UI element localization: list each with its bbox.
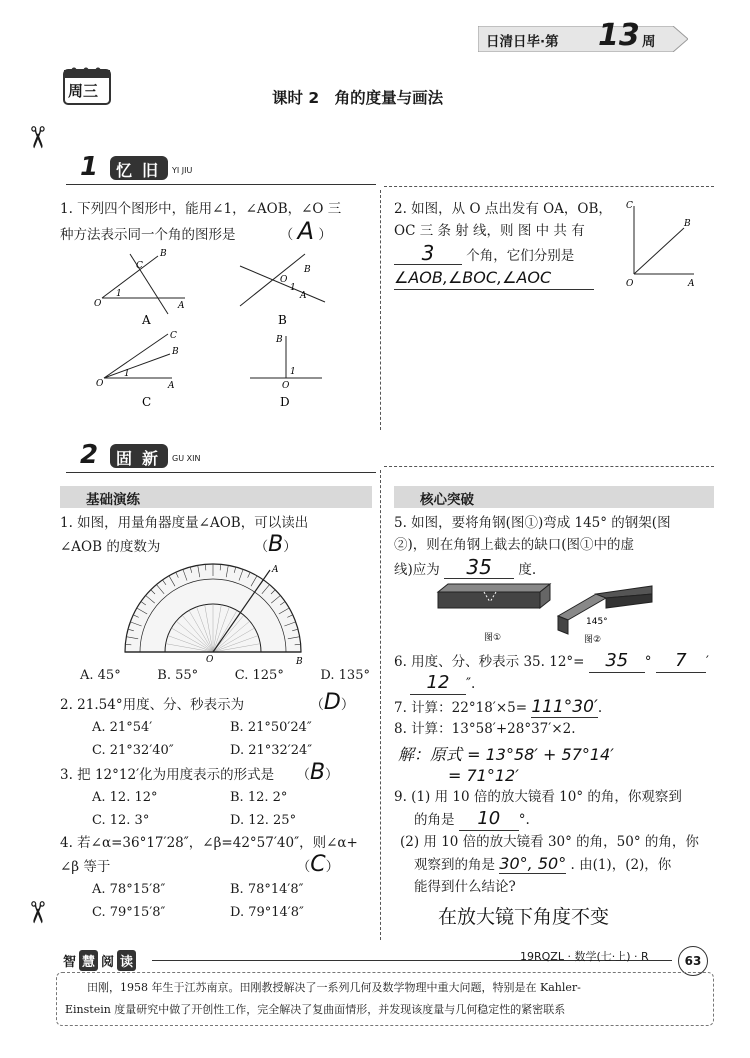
footer-tag-b: 慧: [79, 950, 98, 971]
l-q1: [60, 512, 375, 558]
svg-text:B: B: [684, 219, 691, 229]
s1-q2-line3: [394, 242, 624, 267]
figure-c: [96, 331, 179, 391]
footer-book-code: 19RQZL · 数学(七·上) · R: [520, 950, 649, 963]
s1-q2-figure: [622, 196, 702, 292]
l-q4-line1: 4. 若∠α=36°17′28″，∠β=42°57′40″，则∠α+: [60, 835, 358, 851]
r-q7-end: .: [597, 700, 603, 716]
r-q9-p1-answer: 10: [459, 808, 519, 831]
footer-reading-line2: Einstein 度量研究中做了开创性工作，完全解决了复曲面情形，并发现该度量与几何稳定性的紧密联系: [65, 1003, 566, 1016]
r-q6: [394, 650, 714, 673]
svg-text:O: O: [206, 655, 214, 664]
r-q9-p1-line2-prefix: 的角是: [414, 812, 455, 828]
svg-text:O: O: [96, 379, 104, 389]
svg-text:C: C: [170, 331, 177, 341]
r-q6-sec-answer: 12: [410, 672, 466, 695]
l-q1-option-d: D. 135°: [320, 668, 370, 683]
l-q2-option-c: C. 21°32′40″: [92, 743, 174, 758]
r-q9: [394, 786, 714, 898]
r-q5-line3-prefix: 线)应为: [394, 562, 440, 578]
section1-badge: [110, 156, 168, 180]
svg-text:1: 1: [124, 369, 130, 379]
l-q3-options: [92, 786, 322, 832]
l-q2-paren-open: （: [310, 697, 324, 713]
l-q1-option-b: B. 55°: [157, 668, 199, 683]
r-q8-work-line1: 解：原式 = 13°58′ + 57°14′: [398, 745, 614, 764]
l-q4-option-d: D. 79°14′8″: [230, 905, 304, 920]
section2-badge: [110, 444, 168, 468]
footer-tag: [60, 950, 136, 971]
section1-heading: [66, 150, 386, 186]
l-q3-paren-open: （: [296, 767, 310, 783]
section2-heading: [66, 438, 386, 474]
svg-text:1: 1: [116, 289, 122, 299]
l-q1-option-a: A. 45°: [80, 668, 121, 683]
figure-label-b: B: [278, 313, 287, 327]
header-week-banner: [478, 18, 688, 53]
section1-underline: [66, 184, 376, 185]
l-q2-option-d: D. 21°32′24″: [230, 743, 313, 758]
week-number: 13: [598, 18, 640, 53]
column-divider: [380, 470, 381, 940]
s1-q1-paren-open: （: [279, 227, 294, 243]
brand-text: 日清日毕·第: [486, 34, 559, 50]
lesson-title: 课时 2 角的度量与画法: [272, 89, 444, 107]
footer-reading-line1: 田刚，1958 年生于江苏南京。田刚教授解决了一系列几何及数学物理中重大问题，特别是在 Kahler-: [65, 981, 581, 994]
r-q5-fig2-label: 图②: [584, 635, 602, 644]
l-q4-option-a: A. 78°15′8″: [92, 882, 166, 897]
l-q2-options: [92, 716, 322, 762]
l-q4-options: [92, 878, 322, 924]
l-q4-answer: C: [310, 852, 326, 877]
r-q6-line2: [410, 672, 475, 695]
svg-text:A: A: [272, 565, 279, 575]
section1-title-a: 忆: [116, 161, 133, 180]
r-q9-p2-line3: 能得到什么结论?: [414, 879, 516, 895]
l-q3-answer: B: [309, 760, 326, 785]
s1-q1-line2: [60, 217, 375, 246]
r-q9-p2-line2-prefix: 观察到的角是: [414, 857, 495, 873]
day-tag: [62, 66, 112, 112]
r-q7: [394, 696, 714, 719]
l-q1-answer: B: [268, 532, 284, 557]
r-q5-angle-label: 145°: [586, 617, 608, 627]
angle-steel-figure-1: [438, 584, 550, 608]
l-q2: [60, 692, 375, 716]
footer-page-number: 63: [684, 954, 702, 968]
r-q7-text: 7. 计算：22°18′×5=: [394, 700, 528, 716]
figure-label-a: A: [142, 313, 151, 327]
r-q8-text: 8. 计算：13°58′+28°37′×2.: [394, 721, 576, 737]
figure-a: [94, 249, 185, 314]
r-q8: [394, 718, 714, 740]
svg-text:A: A: [688, 279, 695, 289]
s1-q2-angles-answer: ∠AOB,∠BOC,∠AOC: [394, 267, 594, 290]
s1-q2-line3-suffix: 个角，它们分别是: [466, 248, 575, 264]
l-q4-option-b: B. 78°14′8″: [230, 882, 304, 897]
r-q7-answer: 111°30′: [531, 697, 598, 717]
r-q5: [394, 512, 714, 581]
l-q3-text: 3. 把 12°12′化为用度表示的形式是: [60, 767, 275, 783]
svg-text:A: A: [178, 301, 185, 311]
s1-q1-figures: [90, 246, 340, 416]
r-q6-deg-answer: 35: [589, 650, 645, 673]
s1-q1-paren-close: ）: [318, 227, 332, 243]
r-q6-min-sym: ′: [705, 654, 709, 670]
footer-tag-d: 读: [117, 950, 136, 971]
section2-pinyin: GU XIN: [172, 454, 201, 463]
figure-label-c: C: [142, 395, 152, 409]
section1-pinyin: YI JIU: [172, 166, 193, 175]
right-heading: 核心突破: [420, 492, 474, 508]
section2-number: 2: [80, 440, 99, 470]
l-q1-line1: 1. 如图，用量角器度量∠AOB，可以读出: [60, 515, 309, 531]
r-q9-p2-line2: [394, 853, 714, 876]
section2-underline: [66, 472, 376, 473]
r-q5-line1: 5. 如图，要将角钢(图①)弯成 145° 的钢架(图: [394, 515, 671, 531]
l-q2-answer: D: [323, 690, 341, 715]
r-q9-p1-line1: 9. (1) 用 10 倍的放大镜看 10° 的角，你观察到: [394, 789, 682, 805]
s1-q2: [394, 198, 624, 290]
r-q6-deg-sym: °: [644, 654, 652, 670]
scissors-icon: ✂: [19, 124, 55, 151]
right-heading-bar: [394, 486, 714, 508]
left-heading-bar: [60, 486, 372, 508]
r-q5-line3: [394, 556, 714, 581]
l-q4-line2-text: ∠β 等于: [60, 859, 111, 875]
r-q5-line2: ②)，则在角钢上截去的缺口(图①中的虚: [394, 537, 635, 553]
section1-number: 1: [80, 152, 99, 182]
section-divider: [384, 186, 714, 187]
svg-text:B: B: [172, 347, 179, 357]
l-q2-text: 2. 21.54°用度、分、秒表示为: [60, 697, 245, 713]
l-q2-option-a: A. 21°54′: [92, 720, 153, 735]
week-suffix: 周: [642, 34, 656, 50]
l-q3: [60, 762, 375, 786]
l-q4-paren-open: （: [296, 859, 311, 875]
footer-reading-frame: [56, 972, 714, 1026]
svg-text:O: O: [94, 299, 102, 309]
r-q9-p2-line1: (2) 用 10 倍的放大镜看 30° 的角，50° 的角，你: [400, 834, 699, 850]
svg-text:1: 1: [290, 283, 296, 293]
footer-tag-c: 阅: [101, 955, 115, 970]
figure-d: [250, 335, 322, 391]
r-q6-text: 6. 用度、分、秒表示 35. 12°=: [394, 654, 585, 670]
footer-tag-a: 智: [63, 955, 77, 970]
scissors-icon: ✂: [19, 899, 55, 926]
svg-text:B: B: [276, 335, 283, 345]
column-divider: [380, 190, 381, 430]
l-q3-option-b: B. 12. 2°: [230, 790, 288, 805]
r-q6-min-answer: 7: [656, 650, 706, 673]
l-q1-paren-open: （: [254, 539, 269, 555]
footer-reading-box: [56, 946, 716, 1026]
r-q9-p1-line2: [394, 808, 714, 831]
l-q1-line2: [60, 534, 375, 558]
svg-text:A: A: [168, 381, 175, 391]
r-q6-sec-sym: ″.: [466, 676, 476, 692]
l-q4-option-c: C. 79°15′8″: [92, 905, 166, 920]
l-q1-line2-text: ∠AOB 的度数为: [60, 539, 161, 555]
svg-text:C: C: [136, 261, 143, 271]
l-q2-paren-close: ）: [340, 697, 355, 713]
left-heading: 基础演练: [86, 492, 140, 508]
s1-q1-line2-text: 种方法表示同一个角的图形是: [60, 227, 236, 243]
figure-b: [240, 254, 325, 306]
svg-text:A: A: [300, 291, 307, 301]
s1-q1-answer: A: [297, 217, 315, 245]
protractor-figure: [120, 560, 310, 664]
r-q8-work-line2: = 71°12′: [448, 766, 519, 785]
svg-text:1: 1: [290, 367, 296, 377]
r-q9-p2-answer: 30°, 50°: [499, 854, 567, 873]
s1-q2-line2: OC 三 条 射 线，则 图 中 共 有: [394, 223, 585, 239]
l-q1-options: [80, 668, 370, 683]
s1-q2-line1: 2. 如图，从 O 点出发有 OA，OB，: [394, 201, 612, 217]
l-q3-paren-close: ）: [325, 767, 339, 783]
s1-q1: [60, 198, 375, 246]
l-q1-option-c: C. 125°: [234, 668, 284, 683]
l-q1-paren-close: ）: [283, 539, 297, 555]
l-q3-option-a: A. 12. 12°: [92, 790, 158, 805]
svg-text:B: B: [304, 265, 311, 275]
l-q3-option-c: C. 12. 3°: [92, 813, 150, 828]
svg-text:O: O: [280, 275, 288, 285]
l-q4-line2: [60, 854, 375, 878]
r-q5-figures: [434, 580, 664, 644]
r-q9-p2-line2-suffix: . 由(1)，(2)，你: [570, 857, 672, 873]
svg-text:C: C: [626, 201, 633, 211]
svg-text:B: B: [160, 249, 167, 259]
s1-q2-count-answer: 3: [394, 242, 462, 265]
r-q9-p1-suffix: °.: [518, 812, 530, 828]
r-q9-conclusion: 在放大镜下角度不变: [438, 906, 610, 928]
section2-title-b: 新: [142, 449, 159, 468]
l-q4-paren-close: ）: [325, 859, 340, 875]
figure-label-d: D: [280, 395, 290, 409]
svg-text:B: B: [296, 657, 303, 664]
l-q2-option-b: B. 21°50′24″: [230, 720, 312, 735]
l-q4: [60, 832, 375, 878]
section1-title-b: 旧: [142, 161, 159, 180]
svg-text:O: O: [282, 381, 290, 391]
s1-q1-line1: 1. 下列四个图形中，能用∠1，∠AOB，∠O 三: [60, 201, 342, 217]
section2-title-a: 固: [116, 449, 133, 468]
l-q3-option-d: D. 12. 25°: [230, 813, 297, 828]
svg-text:O: O: [626, 279, 634, 289]
day-tag-text: 周三: [68, 82, 99, 100]
r-q5-answer: 35: [444, 556, 514, 579]
r-q5-line3-suffix: 度.: [518, 562, 537, 578]
r-q5-fig1-label: 图①: [484, 633, 502, 643]
section-divider: [384, 466, 714, 467]
